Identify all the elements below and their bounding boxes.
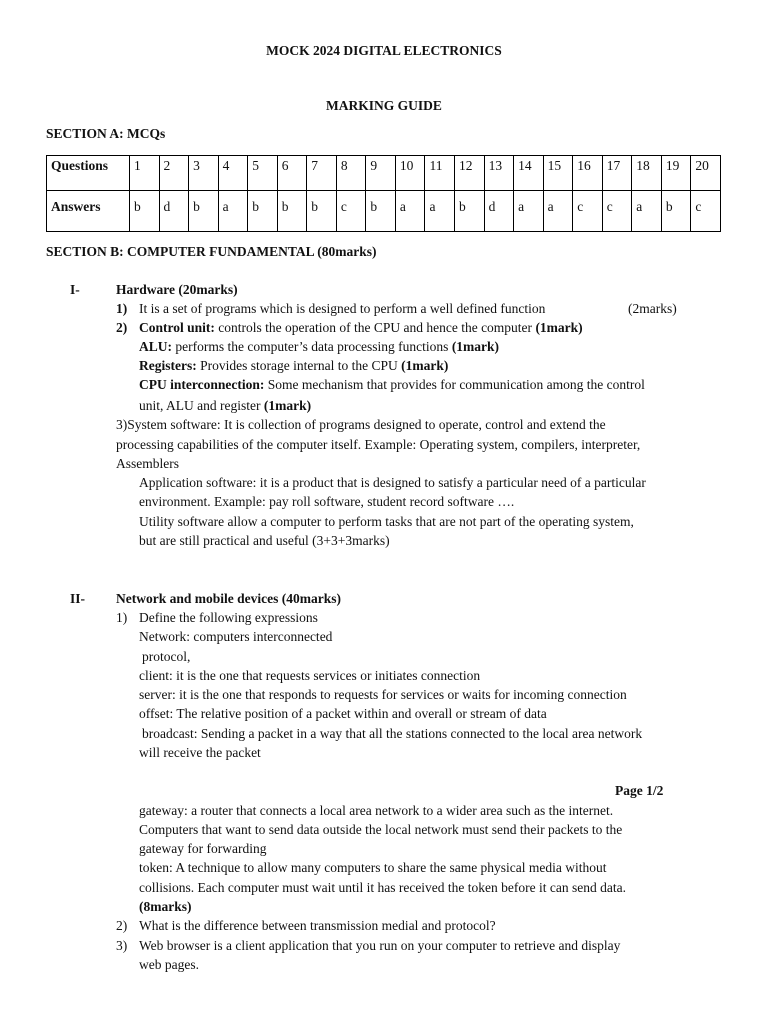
cpu-interconnection-text2: unit, ALU and register	[139, 398, 261, 413]
control-unit-label: Control unit:	[139, 320, 215, 335]
utility-software-line-1: Utility software allow a computer to perform tasks that are not part of the operating system,	[139, 514, 634, 529]
answer-letter: b	[189, 191, 219, 232]
definition-server: server: it is the one that responds to requests for services or waits for incoming connection	[139, 687, 627, 702]
registers-answer	[139, 358, 448, 374]
answer-letter: a	[425, 191, 455, 232]
p2-q2-number: 2)	[116, 918, 128, 933]
definitions-marks: (8marks)	[139, 899, 192, 914]
question-number: 20	[691, 156, 721, 191]
q1-marks: (2marks)	[628, 301, 677, 316]
answer-letter: c	[336, 191, 366, 232]
question-number: 2	[159, 156, 189, 191]
definition-gateway-line-3: gateway for forwarding	[139, 841, 267, 856]
section-a-heading: SECTION A: MCQs	[46, 126, 166, 141]
question-number: 19	[661, 156, 691, 191]
registers-marks: (1mark)	[401, 358, 449, 373]
q3-line-3: Assemblers	[116, 456, 179, 471]
answers-row-label: Answers	[47, 191, 130, 232]
definition-protocol: protocol,	[142, 649, 191, 664]
question-number: 3	[189, 156, 219, 191]
answer-letter: a	[632, 191, 662, 232]
definition-broadcast-line-2: will receive the packet	[139, 745, 261, 760]
definition-offset: offset: The relative position of a packet within and overall or stream of data	[139, 706, 547, 721]
registers-label: Registers:	[139, 358, 197, 373]
p2-q3-text-line-2: web pages.	[139, 957, 199, 972]
question-number: 9	[366, 156, 396, 191]
question-number: 16	[573, 156, 603, 191]
answer-letter: b	[248, 191, 278, 232]
question-number: 15	[543, 156, 573, 191]
question-number: 4	[218, 156, 248, 191]
answer-letter: a	[514, 191, 544, 232]
q1-number: 1)	[116, 301, 128, 316]
answer-letter: d	[484, 191, 514, 232]
answers-row	[47, 191, 721, 232]
question-number: 8	[336, 156, 366, 191]
p2-q1-number: 1)	[116, 610, 128, 625]
answer-letter: a	[218, 191, 248, 232]
p2-q3-text-line-1: Web browser is a client application that you run on your computer to retrieve and display	[139, 938, 621, 953]
definition-broadcast-line-1: broadcast: Sending a packet in a way that all the stations connected to the local area network	[142, 726, 643, 741]
document-subtitle: MARKING GUIDE	[326, 98, 442, 113]
part-1-title: Hardware (20marks)	[116, 282, 238, 297]
answer-letter: b	[130, 191, 160, 232]
question-number: 1	[130, 156, 160, 191]
definition-client: client: it is the one that requests services or initiates connection	[139, 668, 481, 683]
cpu-interconnection-text: Some mechanism that provides for communication among the control	[267, 377, 645, 392]
definition-token-line-2: collisions. Each computer must wait until it has received the token before it can send data.	[139, 880, 626, 895]
definition-gateway-line-2: Computers that want to send data outside the local network must send their packets to the	[139, 822, 623, 837]
alu-label: ALU:	[139, 339, 172, 354]
control-unit-answer	[139, 320, 583, 336]
question-number: 7	[307, 156, 337, 191]
question-number: 11	[425, 156, 455, 191]
question-number: 13	[484, 156, 514, 191]
answer-letter: b	[307, 191, 337, 232]
alu-answer	[139, 339, 499, 355]
question-number: 17	[602, 156, 632, 191]
cpu-interconnection-label: CPU interconnection:	[139, 377, 265, 392]
p2-q3-number: 3)	[116, 938, 128, 953]
question-number: 10	[395, 156, 425, 191]
answer-letter: c	[573, 191, 603, 232]
cpu-interconnection-answer	[139, 377, 645, 393]
answer-letter: b	[661, 191, 691, 232]
q3-line-2: processing capabilities of the computer itself. Example: Operating system, compilers, interpreter,	[116, 437, 641, 452]
answer-letter: a	[395, 191, 425, 232]
question-number: 6	[277, 156, 307, 191]
token-label: token:	[139, 860, 173, 875]
section-b-heading: SECTION B: COMPUTER FUNDAMENTAL (80marks)	[46, 244, 377, 259]
q1-answer: It is a set of programs which is designed to perform a well defined function	[139, 301, 546, 316]
answer-letter: d	[159, 191, 189, 232]
q2-number: 2)	[116, 320, 128, 335]
answer-letter: c	[602, 191, 632, 232]
cpu-interconnection-marks: (1mark)	[263, 398, 312, 413]
utility-software-line-2: but are still practical and useful (3+3+3marks)	[139, 533, 390, 548]
questions-row	[47, 156, 721, 191]
answer-letter: b	[366, 191, 396, 232]
q3-line-1: 3)System software: It is collection of programs designed to operate, control and extend the	[116, 417, 606, 432]
alu-marks: (1mark)	[451, 339, 500, 354]
p2-q1-text: Define the following expressions	[139, 610, 318, 625]
page-number: Page 1/2	[615, 783, 664, 798]
answer-letter: c	[691, 191, 721, 232]
alu-text: performs the computer’s data processing functions	[175, 339, 449, 354]
answer-letter: b	[455, 191, 485, 232]
registers-text: Provides storage internal to the CPU	[200, 358, 398, 373]
question-number: 14	[514, 156, 544, 191]
control-unit-marks: (1mark)	[535, 320, 583, 335]
definition-network: Network: computers interconnected	[139, 629, 333, 644]
application-software-line-2: environment. Example: pay roll software, student record software ….	[139, 494, 515, 509]
definition-gateway-line-1: gateway: a router that connects a local area network to a wider area such as the internet.	[139, 803, 614, 818]
question-number: 5	[248, 156, 278, 191]
control-unit-text: controls the operation of the CPU and hence the computer	[218, 320, 533, 335]
mcq-answer-table	[46, 155, 721, 232]
questions-row-label: Questions	[47, 156, 130, 191]
document-title: MOCK 2024 DIGITAL ELECTRONICS	[266, 43, 502, 58]
answer-letter: a	[543, 191, 573, 232]
application-software-line-1: Application software: it is a product that is designed to satisfy a particular need of a particular	[139, 475, 646, 490]
question-number: 18	[632, 156, 662, 191]
p2-q2-text: What is the difference between transmission medial and protocol?	[139, 918, 496, 933]
answer-letter: b	[277, 191, 307, 232]
question-number: 12	[455, 156, 485, 191]
definition-token-line-1	[139, 860, 607, 876]
part-1-numeral: I-	[70, 282, 80, 297]
cpu-interconnection-line2	[139, 398, 311, 414]
token-text: A technique to allow many computers to share the same physical media without	[175, 860, 607, 875]
part-2-numeral: II-	[70, 591, 86, 606]
part-2-title: Network and mobile devices (40marks)	[116, 591, 341, 606]
